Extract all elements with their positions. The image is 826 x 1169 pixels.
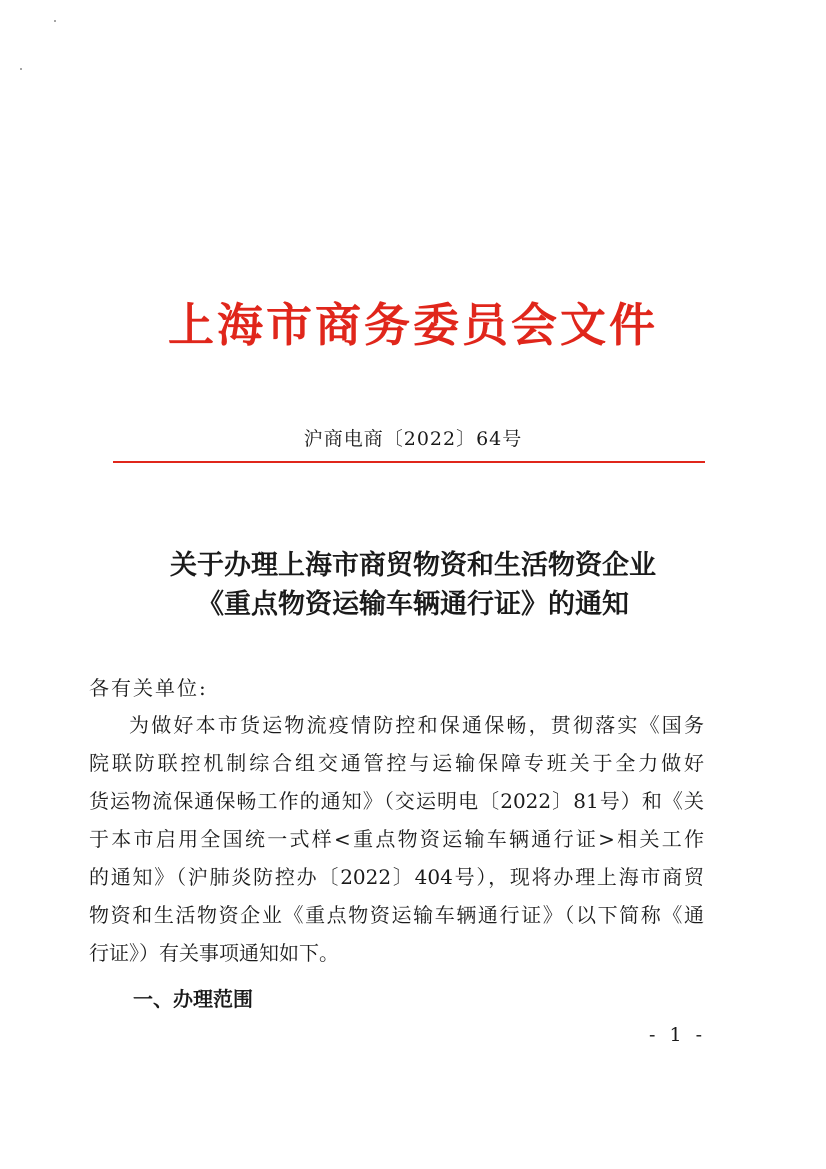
salutation: 各有关单位: [89, 676, 208, 700]
red-divider-line [113, 461, 705, 463]
title-line-1: 关于办理上海市商贸物资和生活物资企业 [170, 550, 656, 581]
body-line: 院联防联控机制综合组交通管控与运输保障专班关于全力做好 [89, 751, 704, 775]
body-line: 为做好本市货运物流疫情防控和保通保畅，贯彻落实《国务 [129, 713, 704, 737]
body-line: 行证》）有关事项通知如下。 [89, 941, 339, 965]
section-heading: 一、办理范围 [133, 987, 253, 1011]
document-number: 沪商电商〔2022〕64号 [303, 428, 523, 450]
body-line: 货运物流保通保畅工作的通知》（交运明电〔2022〕81号）和《关 [89, 789, 704, 813]
issuer-header: 上海市商务委员会文件 [168, 298, 658, 352]
title-line-2: 《重点物资运输车辆通行证》的通知 [197, 589, 629, 620]
scan-speck [20, 68, 22, 70]
body-line: 物资和生活物资企业《重点物资运输车辆通行证》（以下简称《通 [89, 903, 704, 927]
body-paragraph [89, 706, 704, 972]
scan-speck [54, 20, 56, 22]
body-line: 于本市启用全国统一式样<重点物资运输车辆通行证>相关工作 [89, 827, 704, 851]
page-number: - 1 - [648, 1024, 706, 1046]
body-line: 的通知》（沪肺炎防控办〔2022〕404号），现将办理上海市商贸 [89, 865, 704, 889]
document-title [0, 546, 826, 624]
